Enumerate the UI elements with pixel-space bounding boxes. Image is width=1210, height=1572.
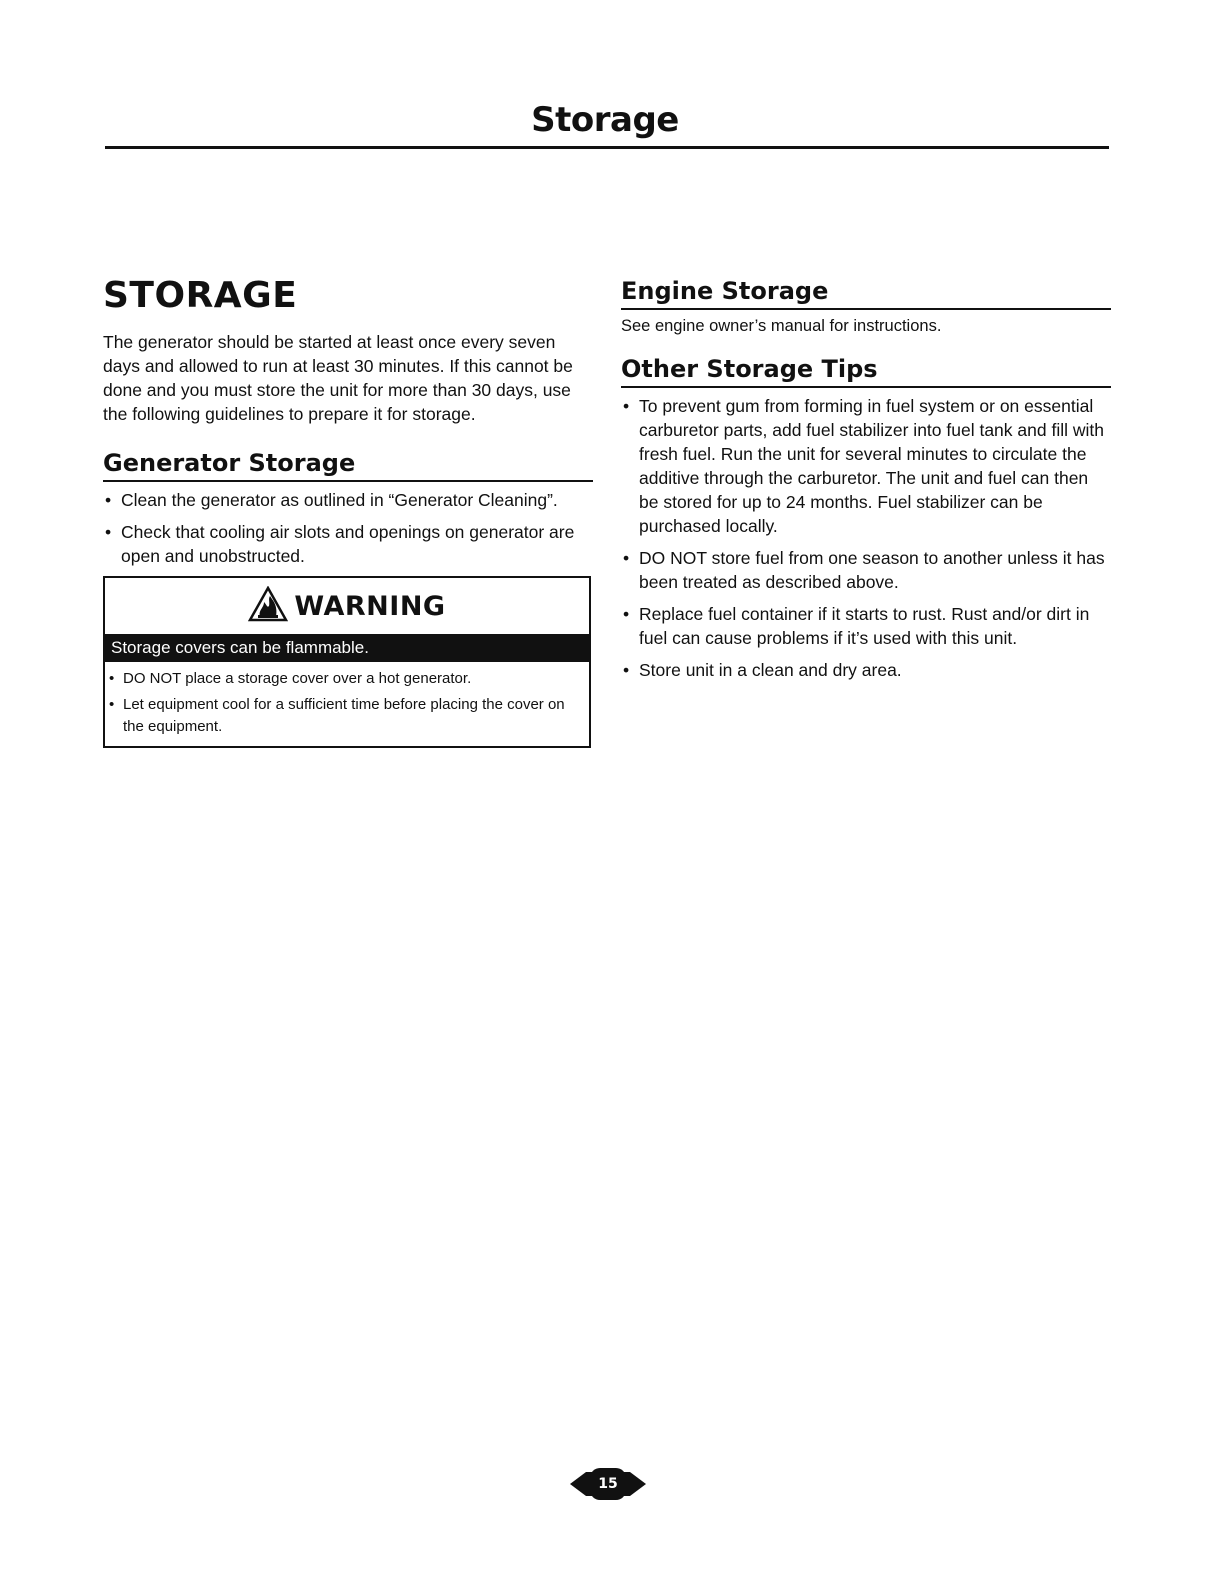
warning-list — [105, 662, 589, 746]
generator-storage-list — [103, 488, 593, 568]
page-title: Storage — [531, 100, 679, 140]
other-tips-section — [621, 354, 1111, 682]
warning-message-bar: Storage covers can be flammable. — [105, 634, 589, 662]
left-column — [103, 276, 593, 748]
other-tips-heading: Other Storage Tips — [621, 354, 1111, 388]
warning-box — [103, 576, 591, 748]
warning-title: WARNING — [294, 590, 446, 622]
list-item: • Store unit in a clean and dry area. — [623, 660, 902, 680]
title-divider — [105, 146, 1109, 149]
fire-hazard-icon — [248, 586, 288, 627]
list-item: • DO NOT store fuel from one season to another unless it has been treated as described above. — [623, 548, 1105, 592]
storage-heading: STORAGE — [103, 275, 298, 316]
right-column — [621, 276, 1111, 690]
list-item: • Clean the generator as outlined in “Generator Cleaning”. — [105, 490, 558, 510]
list-item: • Let equipment cool for a sufficient time before placing the cover on the equipment. — [109, 696, 565, 735]
warning-header — [105, 578, 589, 634]
list-item: • To prevent gum from forming in fuel system or on essential carburetor parts, add fuel stabilizer into fuel tank and fill with fresh fuel. Run the unit for several minutes to circulate the additive through the carburetor. The unit and fuel can then be stored for up to 24 months. Fuel stabilizer can be purchased locally. — [623, 396, 1104, 536]
page-number: 15 — [598, 1476, 618, 1492]
other-tips-list — [621, 394, 1111, 682]
page-number-badge — [570, 1466, 646, 1502]
engine-storage-heading: Engine Storage — [621, 276, 1111, 310]
generator-storage-section — [103, 448, 593, 568]
engine-storage-section — [621, 276, 1111, 338]
list-item: • DO NOT place a storage cover over a hot generator. — [109, 670, 472, 687]
engine-storage-text: See engine owner’s manual for instructions. — [621, 317, 942, 335]
generator-storage-heading: Generator Storage — [103, 448, 593, 482]
list-item: • Replace fuel container if it starts to rust. Rust and/or dirt in fuel can cause problems if it’s used with this unit. — [623, 604, 1090, 648]
list-item: • Check that cooling air slots and openings on generator are open and unobstructed. — [105, 522, 575, 566]
storage-intro: The generator should be started at least once every seven days and allowed to run at least 30 minutes. If this cannot be done and you must store the unit for more than 30 days, use the following guidelines to prepare it for storage. — [103, 332, 573, 424]
